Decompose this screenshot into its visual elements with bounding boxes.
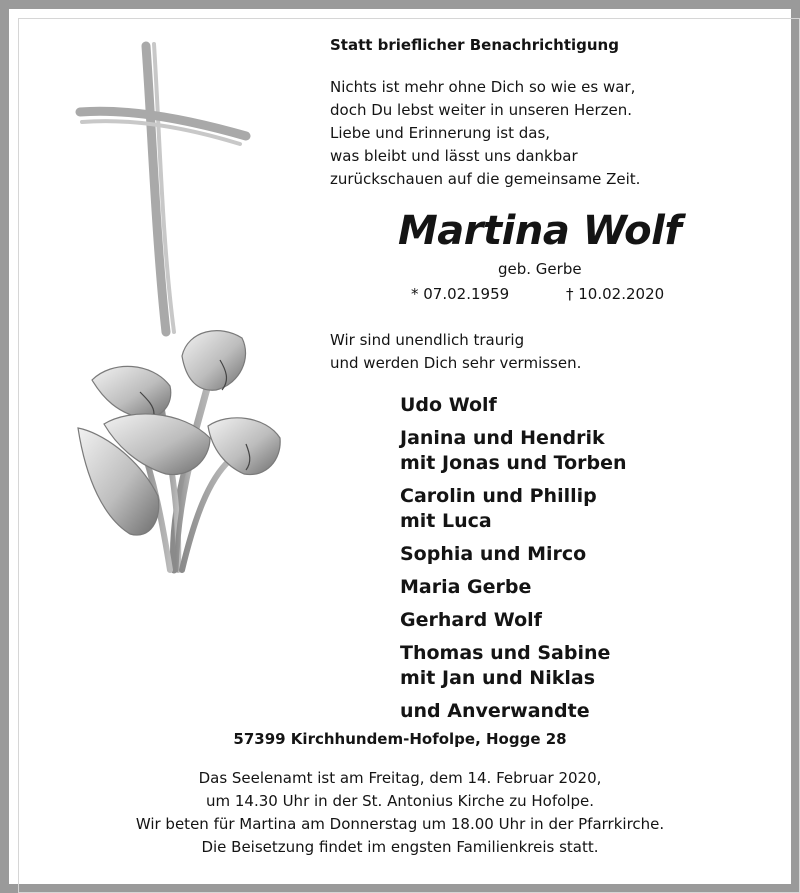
birth-date: * 07.02.1959: [411, 285, 510, 303]
verse-line: Liebe und Erinnerung ist das,: [330, 124, 551, 142]
family-line: mit Jonas und Torben: [400, 452, 627, 474]
family-group: [400, 608, 627, 633]
service-line: Wir beten für Martina am Donnerstag um 18.00 Uhr in der Pfarrkirche.: [135, 815, 665, 833]
family-line: Thomas und Sabine: [400, 642, 611, 664]
verse-line: zurückschauen auf die gemeinsame Zeit.: [330, 170, 641, 188]
family-group: [400, 641, 627, 691]
cross-and-lilies-image: [70, 40, 300, 600]
family-group: [400, 699, 627, 724]
verse-line: was bleibt und lässt uns dankbar: [330, 147, 578, 165]
family-line: Gerhard Wolf: [400, 609, 542, 631]
notice-header: Statt brieflicher Benachrichtigung: [330, 36, 619, 54]
family-group: [400, 484, 627, 534]
family-line: Udo Wolf: [400, 394, 497, 416]
family-group: [400, 575, 627, 600]
family-group: [400, 426, 627, 476]
verse-line: doch Du lebst weiter in unseren Herzen.: [330, 101, 633, 119]
family-line: Sophia und Mirco: [400, 543, 587, 565]
mourning-line: Wir sind unendlich traurig: [330, 331, 525, 349]
family-group: [400, 542, 627, 567]
maiden-name: geb. Gerbe: [498, 260, 582, 278]
family-line: und Anverwandte: [400, 700, 590, 722]
deceased-name: Martina Wolf: [398, 208, 682, 254]
family-line: Maria Gerbe: [400, 576, 532, 598]
family-line: mit Luca: [400, 510, 492, 532]
verse-block: [330, 76, 640, 191]
mourning-text: [330, 329, 581, 375]
service-line: um 14.30 Uhr in der St. Antonius Kirche zu Hofolpe.: [205, 792, 594, 810]
cross-icon: [80, 44, 246, 332]
verse-line: Nichts ist mehr ohne Dich so wie es war,: [330, 78, 636, 96]
mourning-line: und werden Dich sehr vermissen.: [330, 354, 582, 372]
death-date: † 10.02.2020: [566, 285, 665, 303]
address: 57399 Kirchhundem-Hofolpe, Hogge 28: [233, 730, 567, 748]
family-line: Carolin und Phillip: [400, 485, 597, 507]
service-line: Die Beisetzung findet im engsten Familienkreis statt.: [201, 838, 599, 856]
family-line: mit Jan und Niklas: [400, 667, 596, 689]
service-line: Das Seelenamt ist am Freitag, dem 14. Februar 2020,: [198, 769, 602, 787]
family-list: [400, 393, 627, 732]
service-info: [0, 767, 800, 859]
family-line: Janina und Hendrik: [400, 427, 605, 449]
family-group: [400, 393, 627, 418]
